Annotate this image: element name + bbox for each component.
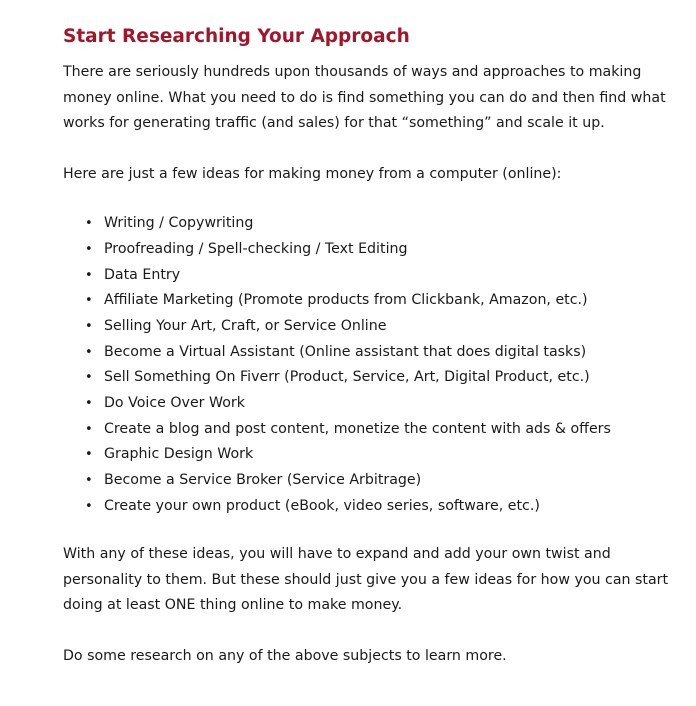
- intro-paragraph: There are seriously hundreds upon thousands of ways and approaches to making money online. What you need to do is find something you can do and then find what works for generating traffic (and sales) for that “something” and scale it up.: [63, 64, 666, 132]
- list-item-text: Sell Something On Fiverr (Product, Service, Art, Digital Product, etc.): [104, 369, 590, 386]
- list-item-text: Data Entry: [104, 266, 181, 283]
- bullet-icon: •: [85, 344, 93, 360]
- list-item: [84, 442, 676, 468]
- list-item-text: Writing / Copywriting: [104, 215, 254, 232]
- list-item: [84, 494, 676, 520]
- list-item: [84, 391, 676, 417]
- list-item: [84, 237, 676, 263]
- bullet-icon: •: [85, 472, 93, 488]
- closing-paragraph: Do some research on any of the above subjects to learn more.: [63, 648, 507, 665]
- bullet-icon: •: [85, 395, 93, 411]
- list-item: [84, 211, 676, 237]
- list-item-text: Create your own product (eBook, video series, software, etc.): [104, 497, 540, 514]
- list-item: [84, 365, 676, 391]
- bullet-icon: •: [85, 421, 93, 437]
- list-item-text: Do Voice Over Work: [104, 394, 245, 411]
- list-item: [84, 288, 676, 314]
- bullet-icon: •: [85, 242, 93, 258]
- bullet-icon: •: [85, 498, 93, 514]
- list-item-text: Become a Virtual Assistant (Online assistant that does digital tasks): [104, 343, 587, 360]
- list-item: [84, 314, 676, 340]
- bullet-icon: •: [85, 267, 93, 283]
- list-item-text: Proofreading / Spell-checking / Text Editing: [104, 241, 408, 258]
- list-item-text: Graphic Design Work: [104, 446, 254, 463]
- section-heading: Start Researching Your Approach: [63, 26, 410, 47]
- bullet-icon: •: [85, 293, 93, 309]
- ideas-list: [63, 211, 676, 519]
- list-item-text: Affiliate Marketing (Promote products from Clickbank, Amazon, etc.): [104, 292, 588, 309]
- bullet-icon: •: [85, 319, 93, 334]
- outro-paragraph: With any of these ideas, you will have to expand and add your own twist and personality to them. But these should just give you a few ideas for how you can start doing at least ONE thing online to make money.: [63, 546, 669, 614]
- bullet-icon: •: [85, 370, 93, 386]
- list-item-text: Create a blog and post content, monetize the content with ads & offers: [104, 420, 611, 437]
- list-item: [84, 340, 676, 366]
- list-item: [84, 417, 676, 443]
- list-item-text: Become a Service Broker (Service Arbitrage): [104, 471, 422, 488]
- list-item: [84, 468, 676, 494]
- bullet-icon: •: [85, 216, 93, 232]
- list-item: [84, 263, 676, 289]
- list-item-text: Selling Your Art, Craft, or Service Online: [104, 318, 387, 334]
- bullet-icon: •: [85, 447, 93, 463]
- ideas-lead-paragraph: Here are just a few ideas for making money from a computer (online):: [63, 165, 562, 182]
